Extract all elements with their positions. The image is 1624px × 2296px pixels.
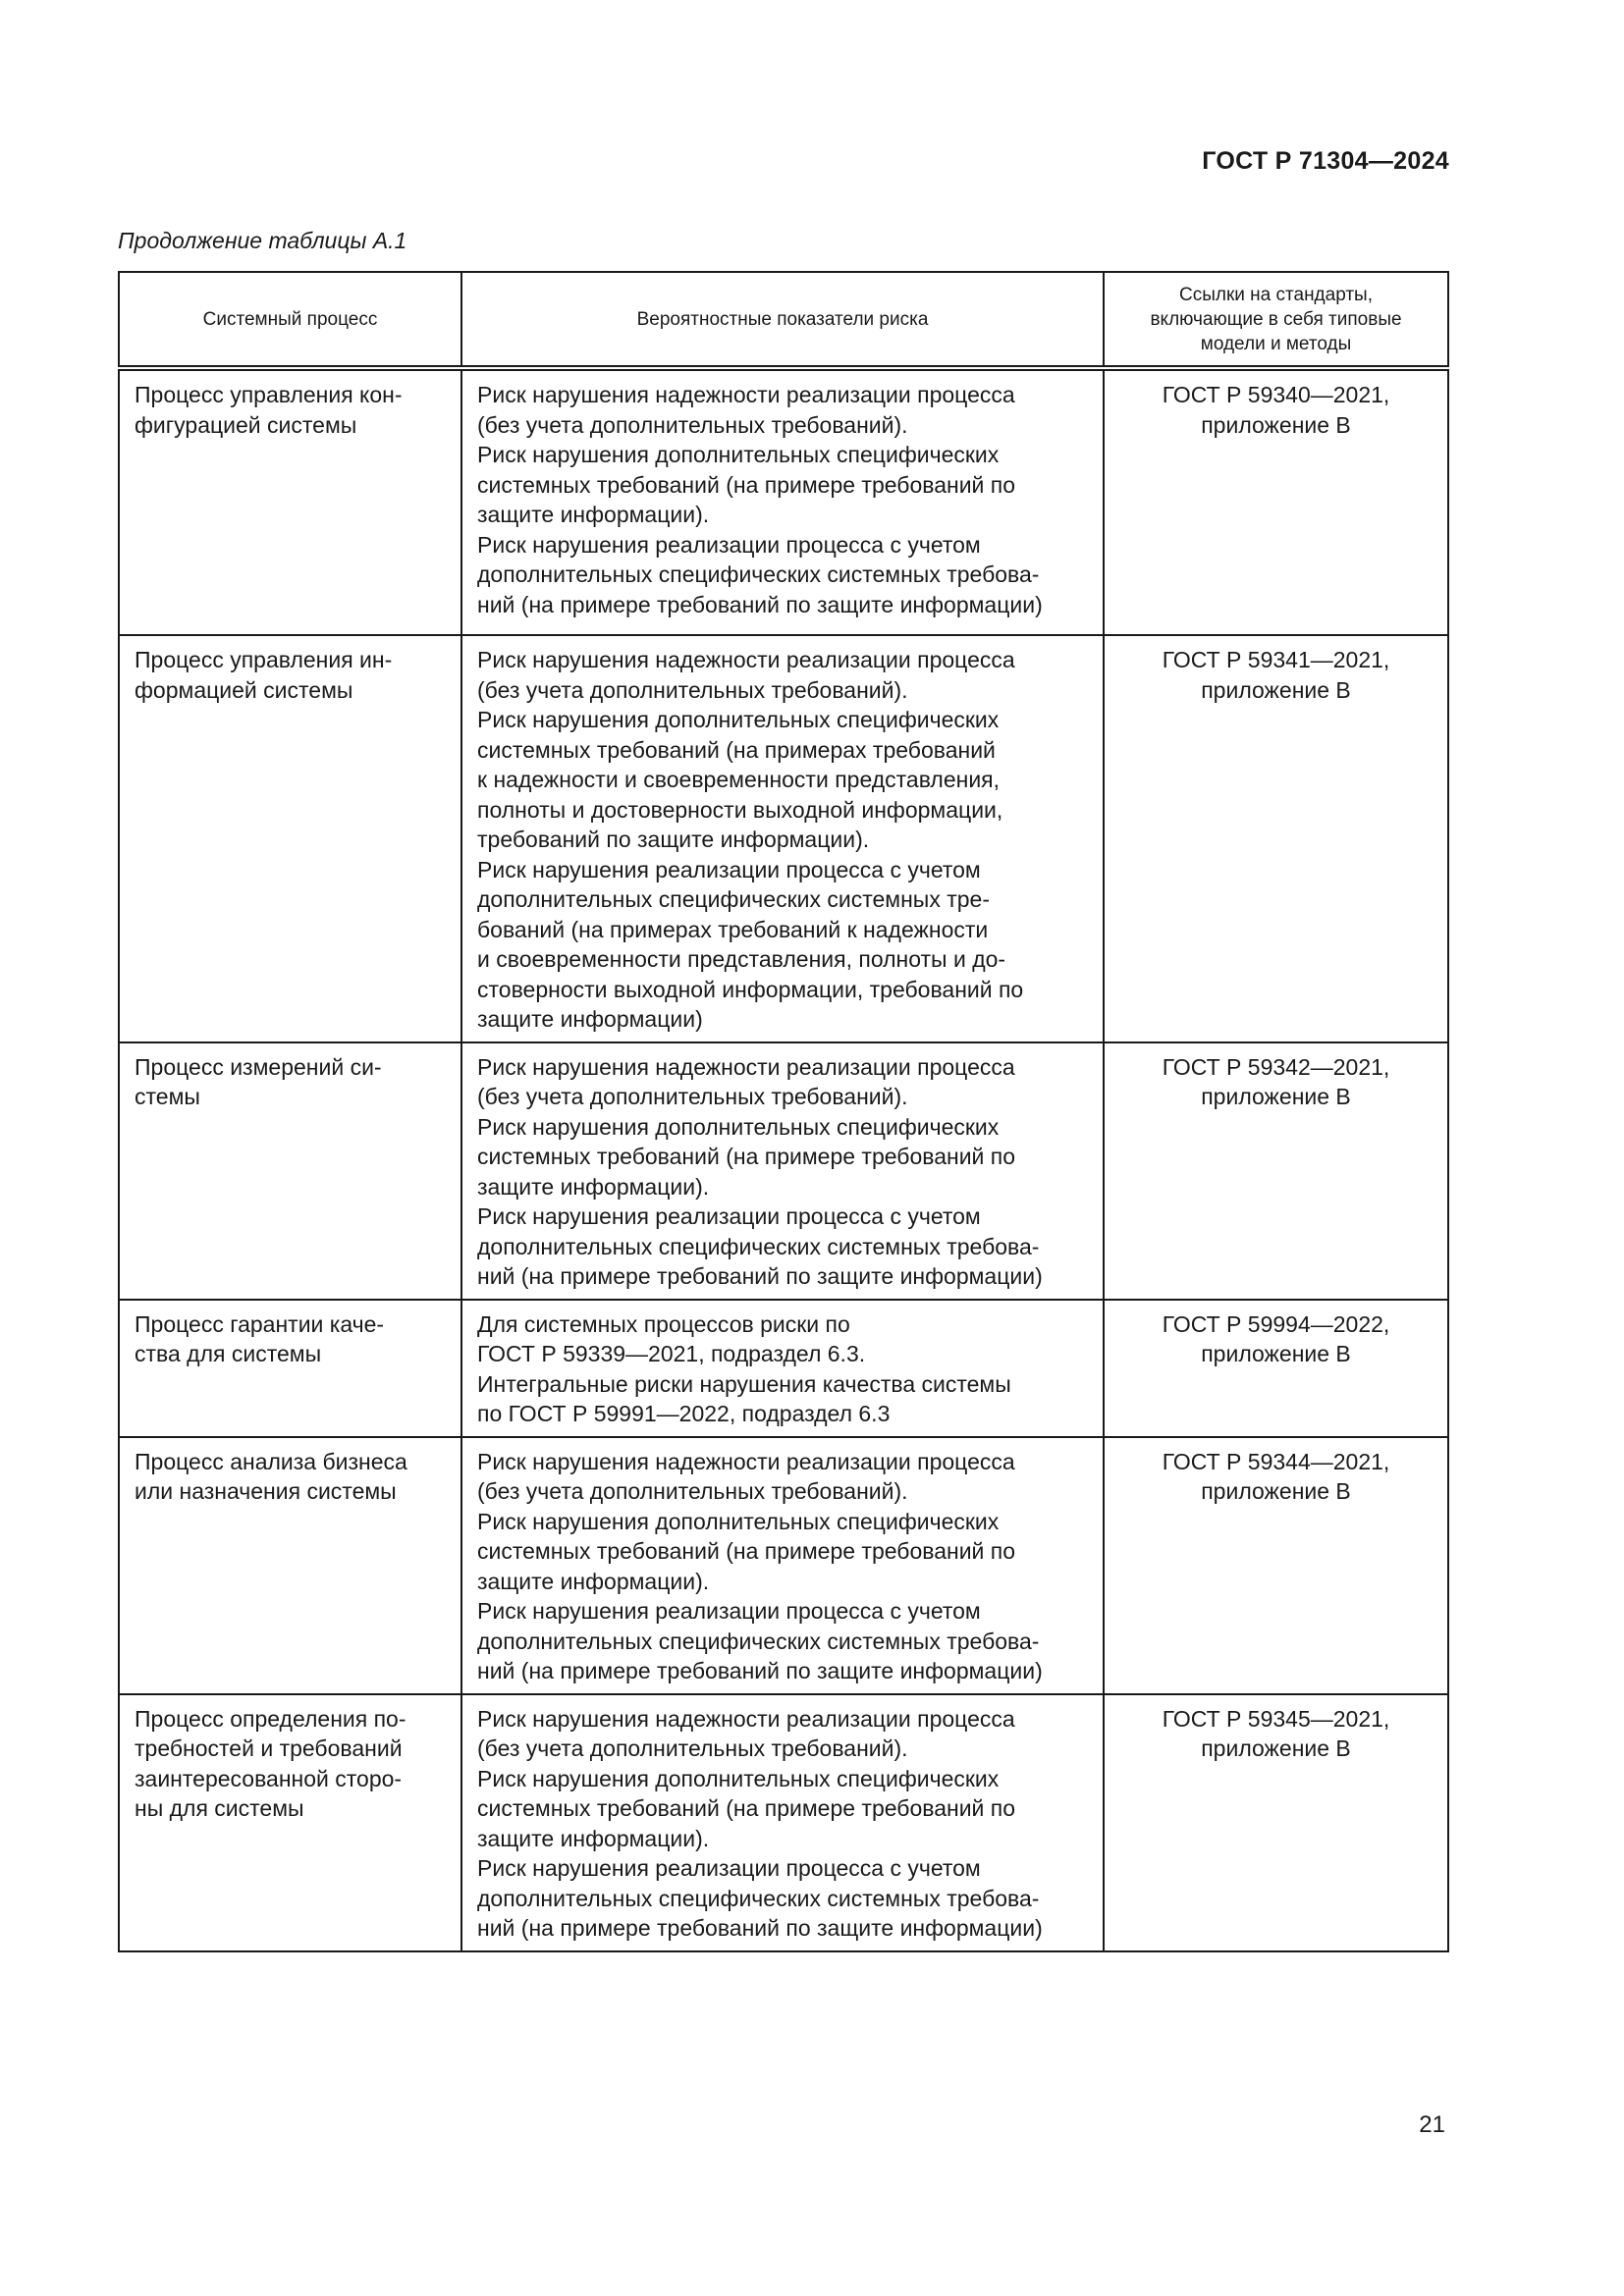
risks-cell: Риск нарушения надежности реализации процесса (без учета дополнительных требований). Риск нарушения дополнительных специфических системных требований (на примере требований по защите информации). Риск нарушения реализации процесса с учетом дополнительных специфических системных требова- ний (на примере требований по защите информации) [461, 1694, 1104, 1951]
table-row [119, 1437, 1448, 1694]
header-risk-indicators: Вероятностные показатели риска [461, 272, 1104, 368]
risks-cell: Риск нарушения надежности реализации процесса (без учета дополнительных требований). Риск нарушения дополнительных специфических системных требований (на примере требований по защите информации). Риск нарушения реализации процесса с учетом дополнительных специфических системных требова- ний (на примере требований по защите информации) [461, 1042, 1104, 1300]
table-caption: Продолжение таблицы А.1 [118, 228, 407, 253]
risks-cell: Риск нарушения надежности реализации процесса (без учета дополнительных требований). Риск нарушения дополнительных специфических системных требований (на примере требований по защите информации). Риск нарушения реализации процесса с учетом дополнительных специфических системных требова- ний (на примере требований по защите информации) [461, 1437, 1104, 1694]
process-cell: Процесс определения по- требностей и требований заинтересованной сторо- ны для системы [119, 1694, 461, 1951]
risks-cell: Риск нарушения надежности реализации процесса (без учета дополнительных требований). Риск нарушения дополнительных специфических системных требований (на примере требований по защите информации). Риск нарушения реализации процесса с учетом дополнительных специфических системных требова- ний (на примере требований по защите информации) [461, 368, 1104, 635]
reference-cell: ГОСТ Р 59994—2022, приложение В [1104, 1300, 1448, 1437]
risk-table [118, 271, 1449, 1952]
page-number: 21 [1419, 2111, 1445, 2138]
process-cell: Процесс измерений си- стемы [119, 1042, 461, 1300]
risks-cell: Риск нарушения надежности реализации процесса (без учета дополнительных требований). Риск нарушения дополнительных специфических системных требований (на примерах требований к надежности и своевременности представления, полноты и достоверности выходной информации, требований по защите информации). Риск нарушения реализации процесса с учетом дополнительных специфических системных тре- бований (на примерах требований к надежности и своевременности представления, полноты и до- стоверности выходной информации, требований по защите информации) [461, 635, 1104, 1042]
table-row [119, 368, 1448, 635]
table-row [119, 1694, 1448, 1951]
reference-cell: ГОСТ Р 59344—2021, приложение В [1104, 1437, 1448, 1694]
process-cell: Процесс управления кон- фигурацией системы [119, 368, 461, 635]
table-header-row [119, 272, 1448, 368]
process-cell: Процесс гарантии каче- ства для системы [119, 1300, 461, 1437]
header-system-process: Системный процесс [119, 272, 461, 368]
process-cell: Процесс управления ин- формацией системы [119, 635, 461, 1042]
table-row [119, 1300, 1448, 1437]
table-row [119, 1042, 1448, 1300]
process-cell: Процесс анализа бизнеса или назначения системы [119, 1437, 461, 1694]
reference-cell: ГОСТ Р 59340—2021, приложение В [1104, 368, 1448, 635]
reference-cell: ГОСТ Р 59341—2021, приложение В [1104, 635, 1448, 1042]
document-code: ГОСТ Р 71304—2024 [1202, 147, 1449, 175]
table-row [119, 635, 1448, 1042]
risks-cell: Для системных процессов риски по ГОСТ Р 59339—2021, подраздел 6.3. Интегральные риски нарушения качества системы по ГОСТ Р 59991—2022, подраздел 6.3 [461, 1300, 1104, 1437]
reference-cell: ГОСТ Р 59342—2021, приложение В [1104, 1042, 1448, 1300]
header-standard-references: Ссылки на стандарты, включающие в себя типовые модели и методы [1104, 272, 1448, 368]
reference-cell: ГОСТ Р 59345—2021, приложение В [1104, 1694, 1448, 1951]
